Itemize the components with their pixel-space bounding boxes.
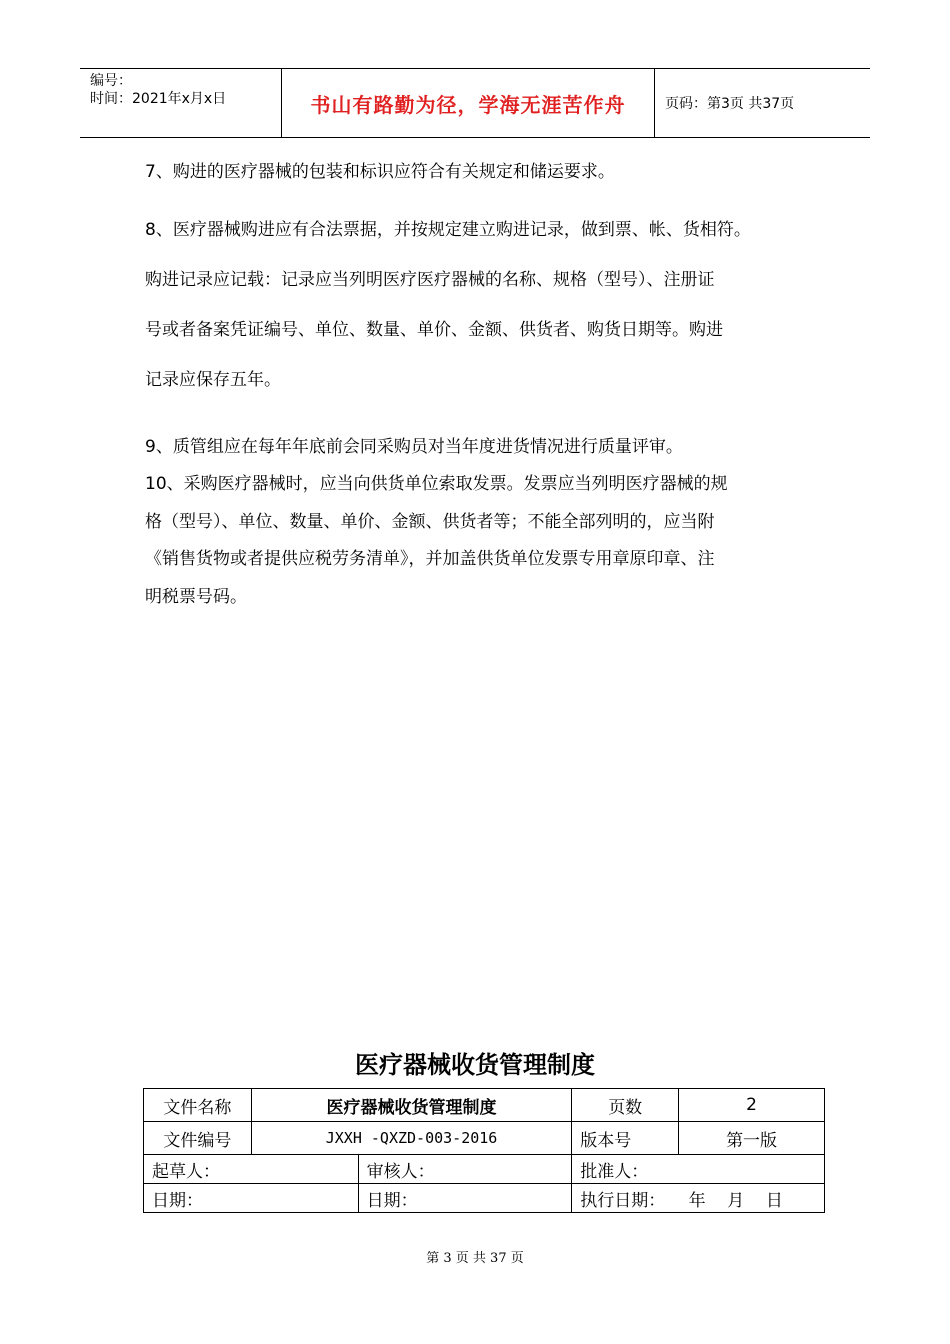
header-meta [80, 69, 282, 137]
document-info-table [143, 1088, 825, 1213]
date-label-reviewer: 日期： [358, 1184, 572, 1213]
exec-date-cell [572, 1184, 825, 1213]
page-header [80, 68, 870, 138]
serial-label: 编号： [90, 73, 132, 89]
header-page-info: 页码：第3页 共37页 [665, 96, 795, 112]
header-motto: 书山有路勤为径，学海无涯苦作舟 [282, 69, 655, 137]
date-label-drafter: 日期： [144, 1184, 359, 1213]
paragraph-8: 8、医疗器械购进应有合法票据，并按规定建立购进记录，做到票、帐、货相符。 [145, 220, 751, 240]
paragraph-8-line-3: 号或者备案凭证编号、单位、数量、单价、金额、供货者、购货日期等。购进 [145, 320, 723, 340]
page-footer: 第 3 页 共 37 页 [426, 1251, 524, 1266]
time-label: 时间：2021年x月x日 [90, 91, 227, 107]
paragraph-10-line-3: 《销售货物或者提供应税劳务清单》，并加盖供货单位发票专用章原印章、注 [145, 549, 715, 569]
pages-value: 2 [679, 1089, 825, 1122]
table-row [144, 1155, 825, 1184]
version-value: 第一版 [679, 1122, 825, 1155]
approver-label: 批准人： [572, 1155, 825, 1184]
file-no-value: JXXH -QXZD-003-2016 [251, 1122, 571, 1155]
document-title: 医疗器械收货管理制度 [355, 1051, 595, 1079]
paragraph-8-line-2: 购进记录应记载：记录应当列明医疗医疗器械的名称、规格（型号）、注册证 [145, 270, 715, 290]
paragraph-8-line-4: 记录应保存五年。 [145, 370, 281, 390]
exec-date-value: 年 月 日 [688, 1190, 783, 1211]
drafter-label: 起草人： [144, 1155, 359, 1184]
paragraph-10-line-2: 格（型号）、单位、数量、单价、金额、供货者等；不能全部列明的，应当附 [145, 512, 715, 532]
pages-label: 页数 [572, 1089, 679, 1122]
exec-date-label: 执行日期： [580, 1190, 666, 1211]
paragraph-7: 7、购进的医疗器械的包装和标识应符合有关规定和储运要求。 [145, 162, 615, 182]
file-no-label: 文件编号 [144, 1122, 252, 1155]
paragraph-10: 10、采购医疗器械时，应当向供货单位索取发票。发票应当列明医疗器械的规 [145, 474, 728, 494]
file-name-value: 医疗器械收货管理制度 [251, 1089, 571, 1122]
paragraph-9: 9、质管组应在每年年底前会同采购员对当年度进货情况进行质量评审。 [145, 437, 683, 457]
file-name-label: 文件名称 [144, 1089, 252, 1122]
paragraph-10-line-4: 明税票号码。 [145, 587, 247, 607]
table-row [144, 1122, 825, 1155]
table-row [144, 1184, 825, 1213]
reviewer-label: 审核人： [358, 1155, 572, 1184]
version-label: 版本号 [572, 1122, 679, 1155]
table-row [144, 1089, 825, 1122]
